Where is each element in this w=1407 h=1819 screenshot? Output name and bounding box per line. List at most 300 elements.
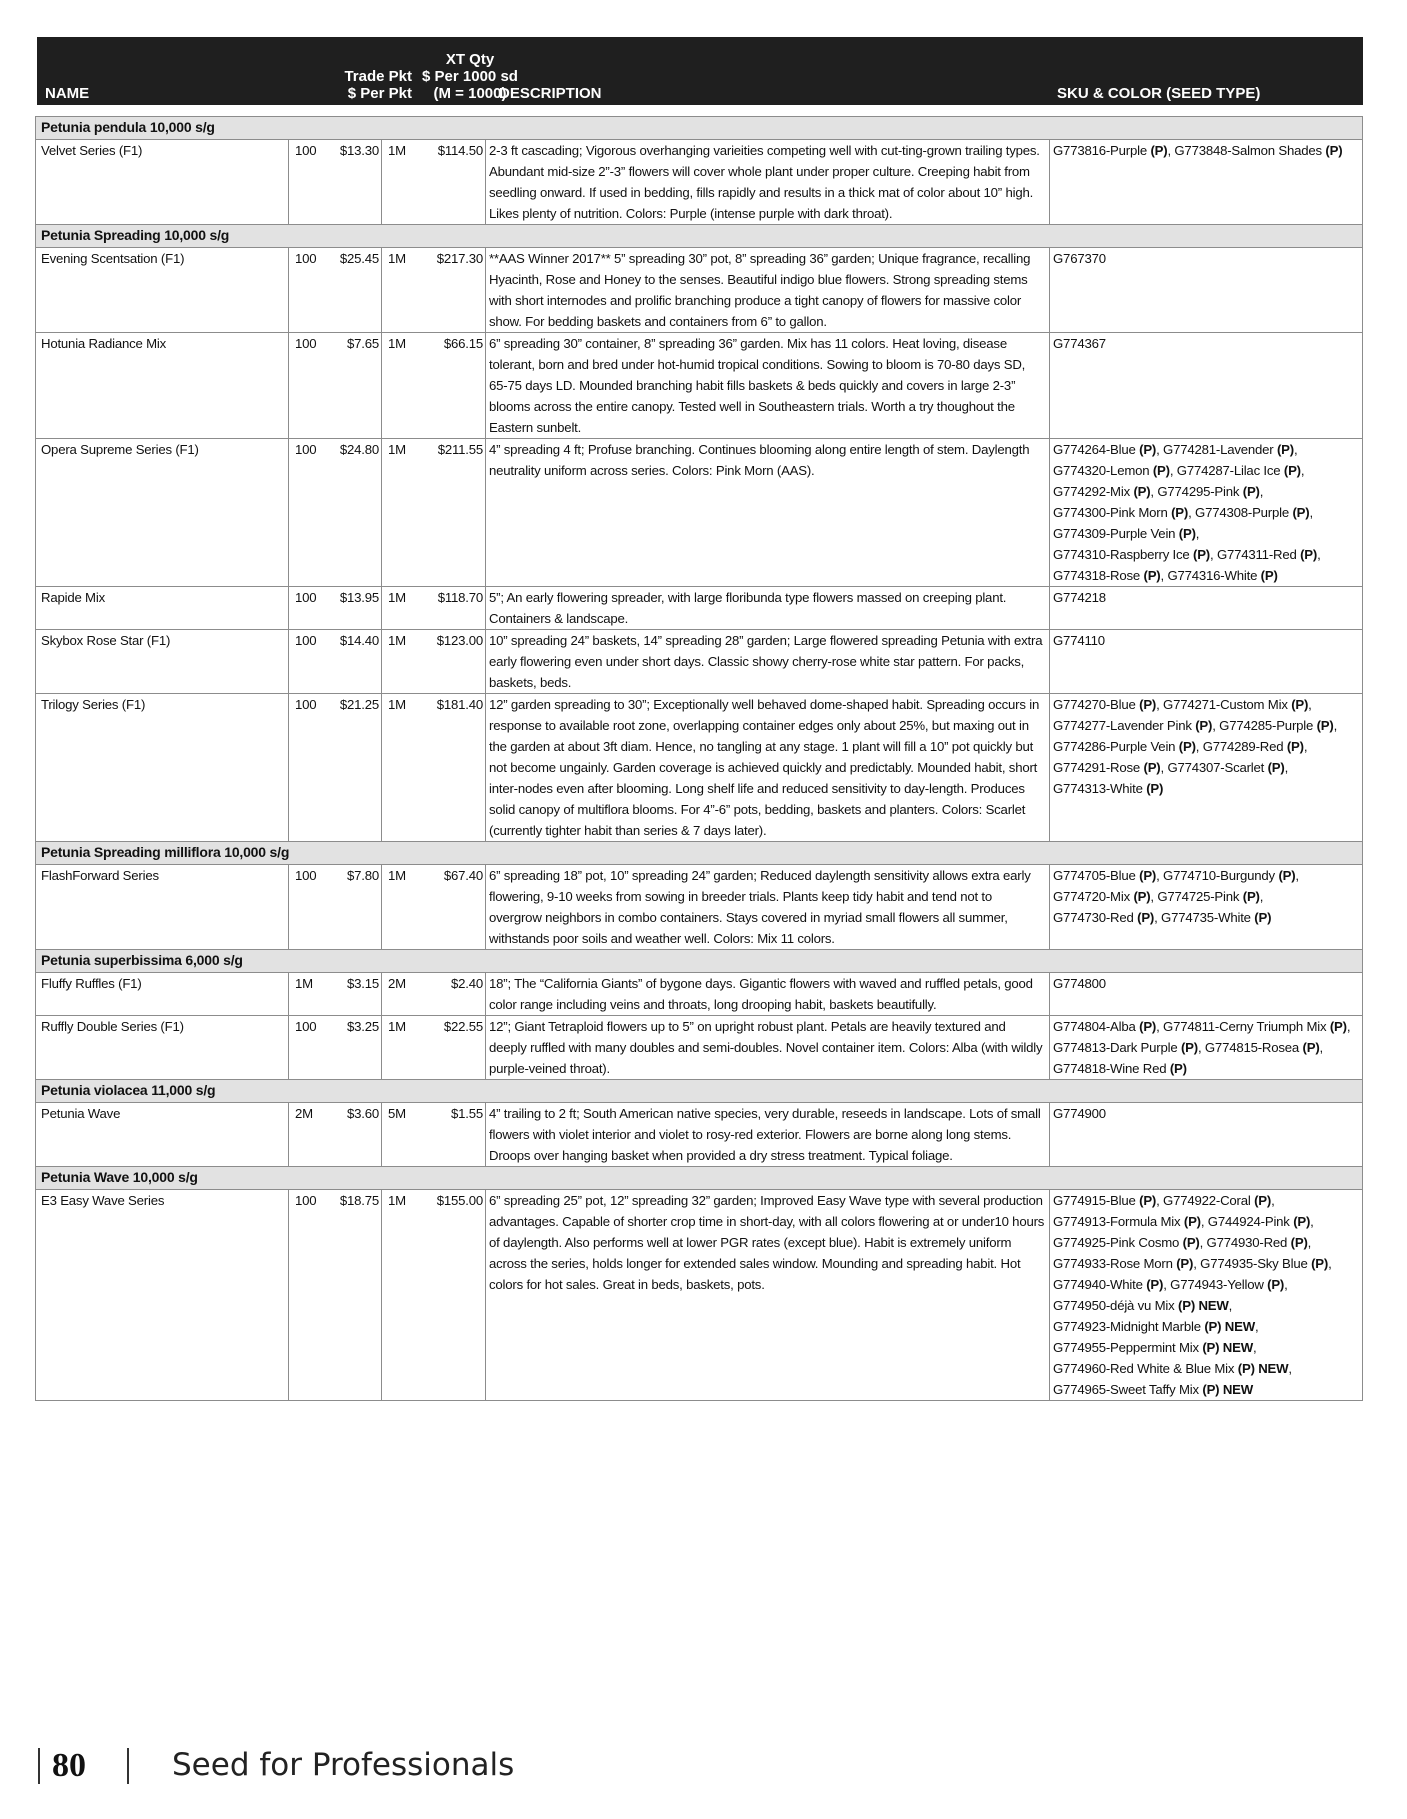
product-description: 2-3 ft cascading; Vigorous overhanging varieities competing well with cut-ting-grown trailing types. Abundant mid-size 2”-3” flowers will cover whole plant under proper culture. Creeping habit from seedling onward. If used in bedding, fills rapidly and results in a thick mat of color about 10” high. Likes plenty of nutrition. Colors: Purple (intense purple with dark throat).	[486, 140, 1050, 225]
new-badge: NEW	[1222, 1340, 1253, 1355]
seed-type-badge: (P)	[1291, 697, 1309, 712]
sku-code: G774735-White	[1161, 910, 1251, 925]
sku-separator: ,	[1156, 1019, 1160, 1034]
product-name: Petunia Wave	[36, 1103, 289, 1167]
sku-separator: ,	[1307, 1235, 1312, 1250]
footer-divider	[38, 1748, 40, 1784]
trade-pkt-price: $13.95	[322, 587, 382, 630]
page-number: 80	[52, 1747, 86, 1784]
seed-type-badge: (P)	[1202, 1340, 1220, 1355]
sku-list	[1050, 630, 1363, 694]
sku-code: G774813-Dark Purple	[1053, 1040, 1178, 1055]
sku-separator: ,	[1333, 718, 1338, 733]
sku-item	[1053, 697, 1160, 712]
sku-code: G773848-Salmon Shades	[1174, 143, 1322, 158]
sku-list	[1050, 1016, 1363, 1080]
sku-item	[1053, 976, 1106, 991]
seed-type-badge: (P)	[1195, 718, 1213, 733]
sku-code: G774923-Midnight Marble	[1053, 1319, 1201, 1334]
header-xt-line3: (M = 1000)	[433, 85, 507, 102]
sku-separator: ,	[1310, 1214, 1314, 1229]
product-name: FlashForward Series	[36, 865, 289, 950]
sku-code: G774264-Blue	[1053, 442, 1136, 457]
new-badge: NEW	[1198, 1298, 1229, 1313]
section-title: Petunia superbissima 6,000 s/g	[36, 950, 1363, 973]
sku-item	[1174, 143, 1342, 158]
sku-item	[1207, 1235, 1312, 1250]
sku-code: G774292-Mix	[1053, 484, 1130, 499]
product-description: 12” garden spreading to 30”; Exceptionally well behaved dome-shaped habit. Spreading occurs in response to available root zone, overlapping container edges only about 25%, but maxing out in the garden at about 3ft diam. Hence, no tangling at any stage. 1 plant will fill a 10” pot quickly but not become ungainly. Garden coverage is achieved quickly and predictably. Mounded habit, short inter-nodes even after blooming. Long shelf life and reduced sensitivity to day-length. Produces solid canopy of multiflora blooms. For 4”-6” pots, bedding, baskets and planters. Colors: Scarlet (currently tighter habit than series & 7 days later).	[486, 694, 1050, 842]
table-row	[36, 694, 1363, 842]
sku-separator: ,	[1284, 1277, 1288, 1292]
trade-pkt-price: $3.60	[322, 1103, 382, 1167]
xt-price: $211.55	[410, 439, 486, 587]
sku-item	[1053, 739, 1199, 754]
sku-code: G774950-déjà vu Mix	[1053, 1298, 1175, 1313]
sku-item	[1053, 1298, 1232, 1313]
sku-item	[1053, 889, 1154, 904]
table-row	[36, 587, 1363, 630]
sku-item	[1053, 526, 1199, 541]
product-description: **AAS Winner 2017** 5” spreading 30” pot, 8” spreading 36” garden; Unique fragrance, recalling Hyacinth, Rose and Honey to the senses. Beautiful indigo blue flowers. Strong spreading stems with short internodes and prolific branching produce a tight canopy of flowers for massive color show. For bedding baskets and containers from 6” to gallon.	[486, 248, 1050, 333]
sku-code: G774281-Lavender	[1163, 442, 1274, 457]
footer-title: Seed for Professionals	[172, 1747, 515, 1783]
sku-code: G774915-Blue	[1053, 1193, 1136, 1208]
xt-price: $118.70	[410, 587, 486, 630]
trade-pkt-price: $14.40	[322, 630, 382, 694]
sku-code: G774277-Lavender Pink	[1053, 718, 1192, 733]
xt-qty: 1M	[382, 140, 410, 225]
sku-code: G774291-Rose	[1053, 760, 1141, 775]
sku-item	[1053, 442, 1160, 457]
trade-pkt-price: $3.15	[322, 973, 382, 1016]
seed-type-badge: (P)	[1283, 463, 1301, 478]
seed-type-badge: (P)	[1139, 1193, 1157, 1208]
sku-item	[1053, 1214, 1204, 1229]
sku-code: G774730-Red	[1053, 910, 1134, 925]
sku-list	[1050, 333, 1363, 439]
table-row	[36, 248, 1363, 333]
new-badge: NEW	[1222, 1382, 1254, 1397]
sku-item	[1219, 718, 1337, 733]
sku-separator: ,	[1300, 463, 1305, 478]
sku-item	[1163, 868, 1299, 883]
sku-item	[1053, 568, 1164, 583]
sku-code: G774943-Yellow	[1170, 1277, 1264, 1292]
sku-code: G774725-Pink	[1157, 889, 1240, 904]
sku-separator: ,	[1252, 1340, 1257, 1355]
xt-qty: 1M	[382, 865, 410, 950]
sku-code: G774930-Red	[1206, 1235, 1288, 1250]
sku-item	[1163, 1019, 1350, 1034]
sku-item	[1177, 463, 1305, 478]
sku-item	[1053, 251, 1106, 266]
section-header-row	[36, 117, 1363, 140]
sku-code: G774316-White	[1167, 568, 1258, 583]
seed-type-badge: (P)	[1169, 1061, 1187, 1076]
sku-separator: ,	[1271, 1193, 1275, 1208]
xt-qty: 1M	[382, 439, 410, 587]
sku-separator: ,	[1160, 568, 1164, 583]
table-row	[36, 1103, 1363, 1167]
sku-list	[1050, 1103, 1363, 1167]
sku-code: G774818-Wine Red	[1053, 1061, 1167, 1076]
seed-type-badge: (P)	[1242, 889, 1260, 904]
sku-item	[1053, 868, 1160, 883]
seed-type-badge: (P)	[1178, 526, 1196, 541]
sku-separator: ,	[1193, 1256, 1197, 1271]
sku-code: G774285-Purple	[1219, 718, 1314, 733]
seed-type-badge: (P)	[1242, 484, 1260, 499]
trade-pkt-price: $7.65	[322, 333, 382, 439]
sku-code: G773816-Purple	[1053, 143, 1147, 158]
sku-separator: ,	[1156, 442, 1160, 457]
seed-type-badge: (P)	[1133, 889, 1151, 904]
sku-item	[1053, 1193, 1160, 1208]
xt-qty: 5M	[382, 1103, 410, 1167]
product-name: Trilogy Series (F1)	[36, 694, 289, 842]
sku-code: G774286-Purple Vein	[1053, 739, 1176, 754]
sku-code: G774289-Red	[1202, 739, 1284, 754]
sku-item	[1053, 590, 1106, 605]
header-xt-line2: $ Per 1000 sd	[422, 68, 518, 85]
sku-item	[1053, 633, 1105, 648]
sku-code: G774811-Cerny Triumph Mix	[1163, 1019, 1327, 1034]
product-name: Opera Supreme Series (F1)	[36, 439, 289, 587]
sku-separator: ,	[1284, 760, 1289, 775]
sku-separator: ,	[1150, 484, 1154, 499]
trade-pkt-qty: 100	[289, 865, 322, 950]
xt-price: $114.50	[410, 140, 486, 225]
section-title: Petunia Spreading milliflora 10,000 s/g	[36, 842, 1363, 865]
seed-type-badge: (P)	[1150, 143, 1168, 158]
sku-code: G774309-Purple Vein	[1053, 526, 1176, 541]
sku-code: G774900	[1053, 1106, 1106, 1121]
seed-type-badge: (P)	[1193, 547, 1210, 562]
sku-separator: ,	[1154, 910, 1158, 925]
sku-list	[1050, 248, 1363, 333]
sku-code: G774940-White	[1053, 1277, 1143, 1292]
sku-item	[1203, 739, 1308, 754]
sku-code: G774710-Burgundy	[1163, 868, 1275, 883]
sku-item	[1053, 1361, 1292, 1376]
sku-list	[1050, 865, 1363, 950]
seed-type-badge: (P)	[1276, 442, 1294, 457]
sku-item	[1157, 484, 1263, 499]
sku-item	[1200, 1256, 1331, 1271]
table-row	[36, 865, 1363, 950]
xt-price: $181.40	[410, 694, 486, 842]
section-title: Petunia Wave 10,000 s/g	[36, 1167, 1363, 1190]
sku-separator: ,	[1188, 505, 1192, 520]
product-description: 12”; Giant Tetraploid flowers up to 5” on upright robust plant. Petals are heavily textured and deeply ruffled with many doubles and semi-doubles. Novel container item. Colors: Alba (with wildly purple-veined throat).	[486, 1016, 1050, 1080]
sku-code: G774955-Peppermint Mix	[1053, 1340, 1199, 1355]
sku-list	[1050, 587, 1363, 630]
seed-type-badge: (P)	[1267, 1277, 1285, 1292]
sku-item	[1167, 760, 1288, 775]
xt-price: $22.55	[410, 1016, 486, 1080]
xt-price: $2.40	[410, 973, 486, 1016]
section-header-row	[36, 950, 1363, 973]
sku-item	[1157, 889, 1263, 904]
sku-code: G774965-Sweet Taffy Mix	[1053, 1382, 1199, 1397]
seed-type-badge: (P)	[1293, 1214, 1311, 1229]
sku-separator: ,	[1254, 1319, 1259, 1334]
seed-type-badge: (P)	[1139, 868, 1157, 883]
sku-item	[1053, 910, 1158, 925]
sku-separator: ,	[1150, 889, 1154, 904]
sku-code: G774287-Lilac Ice	[1176, 463, 1281, 478]
sku-item	[1053, 143, 1171, 158]
seed-type-badge: (P)	[1176, 1256, 1194, 1271]
seed-type-badge: (P)	[1146, 1277, 1164, 1292]
xt-price: $217.30	[410, 248, 486, 333]
sku-code: G774960-Red White & Blue Mix	[1053, 1361, 1235, 1376]
sku-item	[1053, 781, 1163, 796]
new-badge: NEW	[1258, 1361, 1289, 1376]
sku-code: G774308-Purple	[1195, 505, 1289, 520]
sku-separator: ,	[1212, 718, 1216, 733]
seed-type-badge: (P)	[1286, 739, 1304, 754]
sku-separator: ,	[1156, 1193, 1160, 1208]
product-description: 18”; The “California Giants” of bygone days. Gigantic flowers with waved and ruffled petals, good color range including veins and throats, long drooping habit, baskets beautifully.	[486, 973, 1050, 1016]
product-name: Evening Scentsation (F1)	[36, 248, 289, 333]
sku-code: G774815-Rosea	[1204, 1040, 1300, 1055]
sku-separator: ,	[1303, 739, 1308, 754]
sku-code: G774933-Rose Morn	[1053, 1256, 1173, 1271]
sku-item	[1163, 1193, 1275, 1208]
seed-type-badge: (P)	[1146, 781, 1164, 796]
trade-pkt-price: $3.25	[322, 1016, 382, 1080]
sku-item	[1053, 505, 1192, 520]
section-title: Petunia violacea 11,000 s/g	[36, 1080, 1363, 1103]
catalog-table-body	[36, 117, 1363, 1401]
seed-type-badge: (P)	[1178, 739, 1196, 754]
product-name: E3 Easy Wave Series	[36, 1190, 289, 1401]
seed-type-badge: (P)	[1152, 463, 1170, 478]
seed-type-badge: (P)	[1278, 868, 1296, 883]
product-description: 6” spreading 18” pot, 10” spreading 24” garden; Reduced daylength sensitivity allows extra early flowering, 9-10 weeks from sowing in breeder trials. Plants keep tidy habit and tend not to overgrow neighbors in combo containers. Stays covered in myriad small flowers all summer, withstands poor soils and weather well. Colors: Mix 11 colors.	[486, 865, 1050, 950]
section-title: Petunia Spreading 10,000 s/g	[36, 225, 1363, 248]
sku-list	[1050, 1190, 1363, 1401]
header-trade-pkt	[292, 68, 412, 102]
sku-code: G774925-Pink Cosmo	[1053, 1235, 1180, 1250]
sku-separator: ,	[1319, 1040, 1323, 1055]
product-description: 4” spreading 4 ft; Profuse branching. Continues blooming along entire length of stem. Daylength neutrality uniform across series. Colors: Pink Morn (AAS).	[486, 439, 1050, 587]
sku-item	[1170, 1277, 1287, 1292]
sku-code: G774311-Red	[1216, 547, 1297, 562]
sku-code: G774804-Alba	[1053, 1019, 1136, 1034]
sku-separator: ,	[1328, 1256, 1332, 1271]
table-row	[36, 140, 1363, 225]
new-badge: NEW	[1224, 1319, 1255, 1334]
sku-code: G744924-Pink	[1207, 1214, 1290, 1229]
sku-separator: ,	[1293, 442, 1298, 457]
sku-item	[1053, 336, 1106, 351]
header-xt-line1: XT Qty	[445, 51, 495, 68]
sku-separator: ,	[1197, 1040, 1202, 1055]
seed-type-badge: (P)	[1139, 442, 1157, 457]
seed-type-badge: (P)	[1292, 505, 1310, 520]
xt-qty: 1M	[382, 333, 410, 439]
sku-item	[1208, 1214, 1314, 1229]
product-name: Skybox Rose Star (F1)	[36, 630, 289, 694]
table-row	[36, 439, 1363, 587]
sku-separator: ,	[1288, 1361, 1292, 1376]
seed-type-badge: (P)	[1325, 143, 1343, 158]
sku-separator: ,	[1199, 1235, 1204, 1250]
sku-item	[1161, 910, 1271, 925]
seed-type-badge: (P)	[1182, 1235, 1200, 1250]
trade-pkt-price: $25.45	[322, 248, 382, 333]
sku-code: G774270-Blue	[1053, 697, 1136, 712]
sku-code: G774318-Rose	[1053, 568, 1141, 583]
sku-code: G767370	[1053, 251, 1106, 266]
trade-pkt-qty: 1M	[289, 973, 322, 1016]
product-description: 6” spreading 25” pot, 12” spreading 32” garden; Improved Easy Wave type with several production advantages. Capable of shorter crop time in short-day, with all colors flowering at or under10 hours of daylength. Also performs well at lower PGR rates (except blue). Habit is extremely uniform across the series, holds longer for extended sales window. Mounding and spreading habit. Hot colors for hot sales. Great in beds, baskets, pots.	[486, 1190, 1050, 1401]
trade-pkt-qty: 100	[289, 1190, 322, 1401]
sku-item	[1053, 547, 1213, 562]
seed-type-badge: (P)	[1204, 1319, 1222, 1334]
sku-item	[1217, 547, 1321, 562]
sku-item	[1053, 1235, 1203, 1250]
seed-type-badge: (P)	[1183, 1214, 1201, 1229]
catalog-table	[35, 116, 1363, 1401]
sku-code: G774310-Raspberry Ice	[1053, 547, 1190, 562]
sku-code: G774313-White	[1053, 781, 1143, 796]
sku-code: G774320-Lemon	[1053, 463, 1150, 478]
sku-separator: ,	[1195, 526, 1200, 541]
sku-item	[1053, 1340, 1256, 1355]
sku-separator: ,	[1317, 547, 1321, 562]
seed-type-badge: (P)	[1260, 568, 1278, 583]
sku-item	[1053, 760, 1164, 775]
sku-separator: ,	[1156, 697, 1160, 712]
sku-item	[1053, 1061, 1187, 1076]
sku-code: G774367	[1053, 336, 1106, 351]
sku-item	[1053, 1040, 1201, 1055]
sku-item	[1163, 442, 1297, 457]
sku-code: G774110	[1053, 633, 1105, 648]
sku-code: G774913-Formula Mix	[1053, 1214, 1181, 1229]
sku-item	[1053, 1277, 1167, 1292]
product-description: 6” spreading 30” container, 8” spreading 36” garden. Mix has 11 colors. Heat loving, disease tolerant, born and bred under hot-humid tropical conditions. Sowing to bloom is 70-80 days SD, 65-75 days LD. Mounded branching habit fills baskets & beds quickly and covers in large 2-3” blooms across the entire canopy. Tested well in Southeastern trials. Worth a try thoughout the Eastern sunbelt.	[486, 333, 1050, 439]
sku-code: G774800	[1053, 976, 1106, 991]
footer-divider	[127, 1748, 129, 1784]
sku-code: G774935-Sky Blue	[1200, 1256, 1308, 1271]
trade-pkt-qty: 100	[289, 630, 322, 694]
table-row	[36, 1016, 1363, 1080]
sku-separator: ,	[1210, 547, 1214, 562]
trade-pkt-qty: 100	[289, 140, 322, 225]
xt-qty: 1M	[382, 1016, 410, 1080]
xt-qty: 1M	[382, 694, 410, 842]
sku-item	[1163, 697, 1312, 712]
seed-type-badge: (P)	[1137, 910, 1155, 925]
sku-item	[1053, 484, 1154, 499]
section-header-row	[36, 1080, 1363, 1103]
product-name: Velvet Series (F1)	[36, 140, 289, 225]
trade-pkt-price: $18.75	[322, 1190, 382, 1401]
seed-type-badge: (P)	[1290, 1235, 1308, 1250]
trade-pkt-price: $7.80	[322, 865, 382, 950]
sku-item	[1053, 463, 1173, 478]
sku-item	[1167, 568, 1277, 583]
seed-type-badge: (P)	[1202, 1382, 1220, 1397]
sku-separator: ,	[1163, 1277, 1167, 1292]
xt-qty: 1M	[382, 248, 410, 333]
xt-price: $66.15	[410, 333, 486, 439]
sku-code: G774705-Blue	[1053, 868, 1136, 883]
sku-item	[1053, 1106, 1106, 1121]
seed-type-badge: (P)	[1178, 1298, 1196, 1313]
seed-type-badge: (P)	[1139, 697, 1157, 712]
sku-item	[1205, 1040, 1323, 1055]
xt-price: $1.55	[410, 1103, 486, 1167]
sku-code: G774922-Coral	[1163, 1193, 1251, 1208]
sku-code: G774218	[1053, 590, 1106, 605]
trade-pkt-qty: 100	[289, 248, 322, 333]
trade-pkt-qty: 100	[289, 439, 322, 587]
trade-pkt-price: $24.80	[322, 439, 382, 587]
seed-type-badge: (P)	[1300, 547, 1318, 562]
table-row	[36, 333, 1363, 439]
header-sku: SKU & COLOR (SEED TYPE)	[1057, 85, 1261, 102]
seed-type-badge: (P)	[1254, 910, 1272, 925]
sku-code: G774295-Pink	[1157, 484, 1240, 499]
sku-separator: ,	[1200, 1214, 1205, 1229]
seed-type-badge: (P)	[1237, 1361, 1255, 1376]
xt-qty: 1M	[382, 587, 410, 630]
sku-code: G774300-Pink Morn	[1053, 505, 1168, 520]
seed-type-badge: (P)	[1139, 1019, 1157, 1034]
product-name: Fluffy Ruffles (F1)	[36, 973, 289, 1016]
trade-pkt-qty: 100	[289, 694, 322, 842]
sku-separator: ,	[1160, 760, 1164, 775]
trade-pkt-price: $21.25	[322, 694, 382, 842]
section-title: Petunia pendula 10,000 s/g	[36, 117, 1363, 140]
trade-pkt-qty: 100	[289, 333, 322, 439]
xt-price: $155.00	[410, 1190, 486, 1401]
sku-item	[1195, 505, 1313, 520]
sku-list	[1050, 973, 1363, 1016]
sku-separator: ,	[1169, 463, 1174, 478]
xt-price: $67.40	[410, 865, 486, 950]
sku-list	[1050, 140, 1363, 225]
seed-type-badge: (P)	[1143, 760, 1161, 775]
product-name: Ruffly Double Series (F1)	[36, 1016, 289, 1080]
product-description: 4” trailing to 2 ft; South American native species, very durable, reseeds in landscape. Lots of small flowers with violet interior and violet to rosy-red exterior. Flowers are borne along long stems. Droops over hanging basket when provided a dry stress treatment. Typical foliage.	[486, 1103, 1050, 1167]
section-header-row	[36, 1167, 1363, 1190]
sku-separator: ,	[1228, 1298, 1233, 1313]
sku-separator: ,	[1167, 143, 1171, 158]
sku-separator: ,	[1259, 484, 1264, 499]
sku-code: G774307-Scarlet	[1167, 760, 1265, 775]
sku-separator: ,	[1195, 739, 1200, 754]
sku-separator: ,	[1309, 505, 1313, 520]
product-name: Hotunia Radiance Mix	[36, 333, 289, 439]
trade-pkt-qty: 2M	[289, 1103, 322, 1167]
table-header-bar	[37, 37, 1363, 105]
seed-type-badge: (P)	[1267, 760, 1285, 775]
section-header-row	[36, 842, 1363, 865]
seed-type-badge: (P)	[1254, 1193, 1272, 1208]
sku-separator: ,	[1295, 868, 1299, 883]
sku-separator: ,	[1346, 1019, 1351, 1034]
xt-qty: 1M	[382, 630, 410, 694]
section-header-row	[36, 225, 1363, 248]
table-row	[36, 1190, 1363, 1401]
